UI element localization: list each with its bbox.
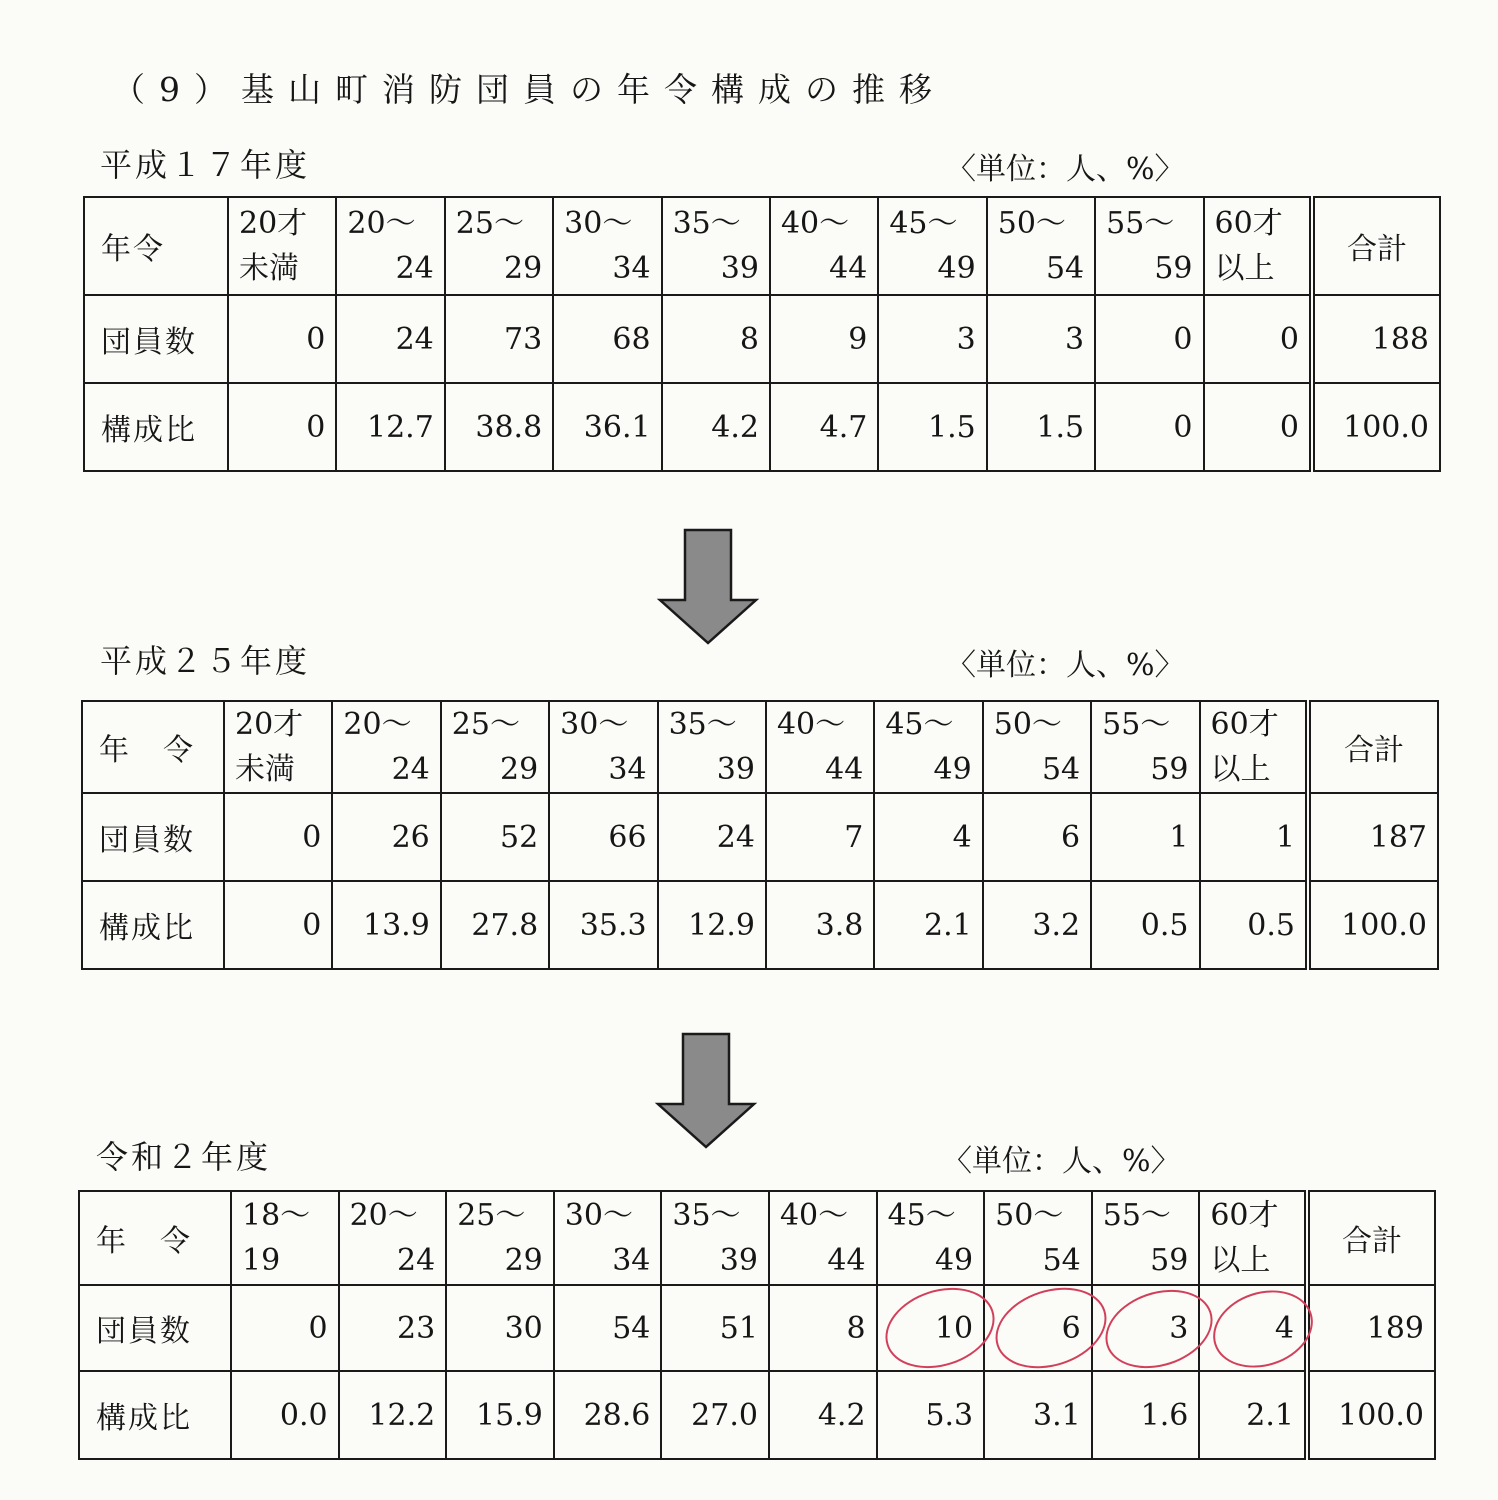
age-bracket-bottom: 34 [612,1243,651,1278]
age-bracket-bottom: 19 [242,1243,281,1278]
age-bracket-header [445,197,553,295]
unit-label-h25: 〈単位：人、%〉 [946,648,1185,683]
ratio-cell: 3.8 [766,881,874,969]
age-bracket-top: 45～ [889,206,958,241]
age-bracket-bottom: 24 [395,251,434,286]
members-total-cell: 189 [1307,1285,1435,1371]
members-cell: 10 [877,1285,985,1371]
age-bracket-bottom: 44 [827,1243,866,1278]
total-header: 合計 [1308,701,1438,793]
age-bracket-top: 25～ [451,707,520,742]
age-bracket-top: 30～ [564,1198,633,1233]
age-bracket-bottom: 59 [1150,1243,1189,1278]
age-bracket-top: 20～ [347,206,416,241]
age-bracket-bottom: 24 [397,1243,436,1278]
age-bracket-bottom: 34 [612,251,651,286]
age-bracket-bottom: 54 [1042,1243,1081,1278]
age-bracket-bottom: 29 [499,752,539,787]
age-bracket-header [1200,701,1308,793]
row-label-ratio: 構成比 [82,881,224,969]
age-bracket-top: 40～ [780,206,850,241]
members-cell: 3 [1092,1285,1200,1371]
members-cell: 54 [554,1285,662,1371]
members-row [84,295,1440,383]
members-cell: 3 [878,295,986,383]
members-cell: 8 [769,1285,877,1371]
members-cell: 9 [770,295,878,383]
age-bracket-header [553,197,661,295]
age-bracket-header [661,1191,769,1285]
members-cell: 1 [1200,793,1308,881]
ratio-cell: 38.8 [445,383,553,471]
members-cell: 23 [339,1285,447,1371]
row-label-members: 団員数 [84,295,228,383]
age-bracket-bottom: 39 [720,251,759,286]
ratio-cell: 15.9 [446,1371,554,1459]
age-bracket-bottom: 以上 [1214,251,1275,286]
age-bracket-top: 40～ [779,1198,849,1233]
age-bracket-header [1095,197,1203,295]
age-bracket-bottom: 54 [1045,251,1085,286]
ratio-total-cell: 100.0 [1308,881,1438,969]
ratio-cell: 27.8 [441,881,549,969]
age-bracket-bottom: 24 [391,752,430,787]
members-cell: 1 [1091,793,1199,881]
ratio-cell: 0 [1204,383,1312,471]
ratio-cell: 3.1 [984,1371,1092,1459]
ratio-cell: 1.5 [878,383,986,471]
page-title: （9）基山町消防団員の年令構成の推移 [112,70,946,109]
age-bracket-bottom: 未満 [235,752,295,787]
members-total-cell: 188 [1312,295,1440,383]
age-bracket-top: 45～ [887,1198,956,1233]
ratio-cell: 12.2 [339,1371,447,1459]
header-row [79,1191,1435,1285]
age-bracket-header [224,701,332,793]
age-bracket-header [1199,1191,1307,1285]
age-bracket-top: 55～ [1102,1198,1171,1233]
header-row [84,197,1440,295]
age-bracket-top: 20才 [235,707,304,742]
age-bracket-top: 18～ [242,1198,311,1233]
members-cell: 66 [549,793,657,881]
age-bracket-bottom: 49 [933,752,972,787]
members-cell: 0 [224,793,332,881]
age-bracket-top: 30～ [560,707,629,742]
age-bracket-top: 50～ [997,206,1066,241]
age-bracket-top: 40～ [776,707,846,742]
year-label-h25: 平成２５年度 [100,642,311,680]
unit-label-r2: 〈単位：人、%〉 [942,1144,1181,1179]
age-bracket-top: 20～ [343,707,412,742]
age-bracket-bottom: 34 [608,752,647,787]
ratio-cell: 0 [228,383,336,471]
members-cell: 26 [332,793,440,881]
age-bracket-bottom: 29 [503,251,543,286]
age-bracket-top: 30～ [564,206,633,241]
members-cell: 51 [661,1285,769,1371]
row-header-age: 年 令 [79,1191,231,1285]
age-bracket-bottom: 44 [829,251,868,286]
ratio-cell: 0.5 [1200,881,1308,969]
ratio-row [79,1371,1435,1459]
down-arrow-icon [656,528,760,646]
members-cell: 0 [1204,295,1312,383]
ratio-cell: 12.9 [658,881,766,969]
total-header: 合計 [1307,1191,1435,1285]
members-cell: 4 [1199,1285,1307,1371]
age-bracket-bottom: 以上 [1210,752,1271,787]
age-bracket-top: 20才 [239,206,308,241]
ratio-cell: 0 [1095,383,1203,471]
age-bracket-header [1091,701,1199,793]
age-bracket-bottom: 39 [716,752,755,787]
row-label-members: 団員数 [79,1285,231,1371]
members-cell: 6 [983,793,1091,881]
age-bracket-header [658,701,766,793]
ratio-cell: 1.6 [1092,1371,1200,1459]
age-bracket-bottom: 59 [1150,752,1189,787]
age-bracket-header [549,701,657,793]
age-bracket-header [231,1191,339,1285]
age-bracket-top: 50～ [993,707,1062,742]
down-arrow-icon [654,1032,758,1150]
ratio-cell: 12.7 [336,383,444,471]
row-label-ratio: 構成比 [84,383,228,471]
age-bracket-top: 20～ [349,1198,418,1233]
age-bracket-header [554,1191,662,1285]
age-bracket-header [332,701,440,793]
age-bracket-header [983,701,1091,793]
age-bracket-header [770,197,878,295]
members-cell: 0 [228,295,336,383]
age-bracket-header [769,1191,877,1285]
row-label-ratio: 構成比 [79,1371,231,1459]
row-header-age: 年 令 [82,701,224,793]
members-cell: 7 [766,793,874,881]
ratio-cell: 3.2 [983,881,1091,969]
age-bracket-bottom: 54 [1041,752,1081,787]
ratio-cell: 13.9 [332,881,440,969]
age-bracket-bottom: 59 [1154,251,1193,286]
members-cell: 52 [441,793,549,881]
members-cell: 73 [445,295,553,383]
age-bracket-header [766,701,874,793]
row-label-members: 団員数 [82,793,224,881]
total-header: 合計 [1312,197,1440,295]
members-cell: 24 [658,793,766,881]
age-bracket-top: 25～ [455,206,524,241]
ratio-row [84,383,1440,471]
age-bracket-header [987,197,1095,295]
ratio-total-cell: 100.0 [1312,383,1440,471]
members-cell: 0 [231,1285,339,1371]
age-bracket-header [984,1191,1092,1285]
members-cell: 6 [984,1285,1092,1371]
age-bracket-top: 45～ [885,707,954,742]
ratio-cell: 2.1 [1199,1371,1307,1459]
age-bracket-header [1092,1191,1200,1285]
year-label-r2: 令和２年度 [96,1138,272,1176]
age-bracket-header [446,1191,554,1285]
age-bracket-top: 35～ [668,707,737,742]
age-bracket-header [336,197,444,295]
age-bracket-header [878,197,986,295]
age-bracket-bottom: 44 [825,752,864,787]
age-bracket-top: 60才 [1210,707,1279,742]
age-bracket-header [877,1191,985,1285]
age-bracket-bottom: 49 [937,251,976,286]
age-bracket-top: 60才 [1214,206,1283,241]
age-bracket-top: 55～ [1102,707,1171,742]
members-cell: 8 [662,295,770,383]
age-bracket-top: 35～ [672,1198,741,1233]
ratio-cell: 4.2 [662,383,770,471]
age-bracket-header [339,1191,447,1285]
header-row [82,701,1438,793]
ratio-cell: 5.3 [877,1371,985,1459]
ratio-cell: 35.3 [549,881,657,969]
members-total-cell: 187 [1308,793,1438,881]
age-bracket-bottom: 以上 [1210,1243,1271,1278]
members-row [82,793,1438,881]
ratio-cell: 1.5 [987,383,1095,471]
unit-label-h17: 〈単位：人、%〉 [946,152,1185,187]
ratio-cell: 0.5 [1091,881,1199,969]
ratio-row [82,881,1438,969]
age-bracket-header [1204,197,1312,295]
ratio-cell: 2.1 [874,881,982,969]
age-bracket-header [441,701,549,793]
ratio-total-cell: 100.0 [1307,1371,1435,1459]
age-table-h25 [81,700,1439,970]
age-bracket-bottom: 39 [719,1243,758,1278]
age-bracket-top: 60才 [1210,1198,1279,1233]
ratio-cell: 4.2 [769,1371,877,1459]
members-cell: 68 [553,295,661,383]
ratio-cell: 27.0 [661,1371,769,1459]
row-header-age: 年令 [84,197,228,295]
year-label-h17: 平成１７年度 [100,146,311,184]
age-bracket-bottom: 29 [504,1243,543,1278]
ratio-cell: 0 [224,881,332,969]
ratio-cell: 28.6 [554,1371,662,1459]
age-bracket-top: 25～ [457,1198,526,1233]
age-bracket-bottom: 49 [934,1243,974,1278]
members-cell: 4 [874,793,982,881]
ratio-cell: 0.0 [231,1371,339,1459]
members-cell: 24 [336,295,444,383]
members-cell: 3 [987,295,1095,383]
ratio-cell: 4.7 [770,383,878,471]
age-bracket-header [662,197,770,295]
age-bracket-header [228,197,336,295]
members-cell: 30 [446,1285,554,1371]
age-bracket-top: 50～ [995,1198,1064,1233]
age-bracket-top: 55～ [1106,206,1175,241]
age-table-h17 [83,196,1441,472]
age-bracket-header [874,701,982,793]
members-cell: 0 [1095,295,1203,383]
ratio-cell: 36.1 [553,383,661,471]
age-bracket-top: 35～ [672,206,741,241]
age-bracket-bottom: 未満 [239,251,299,286]
